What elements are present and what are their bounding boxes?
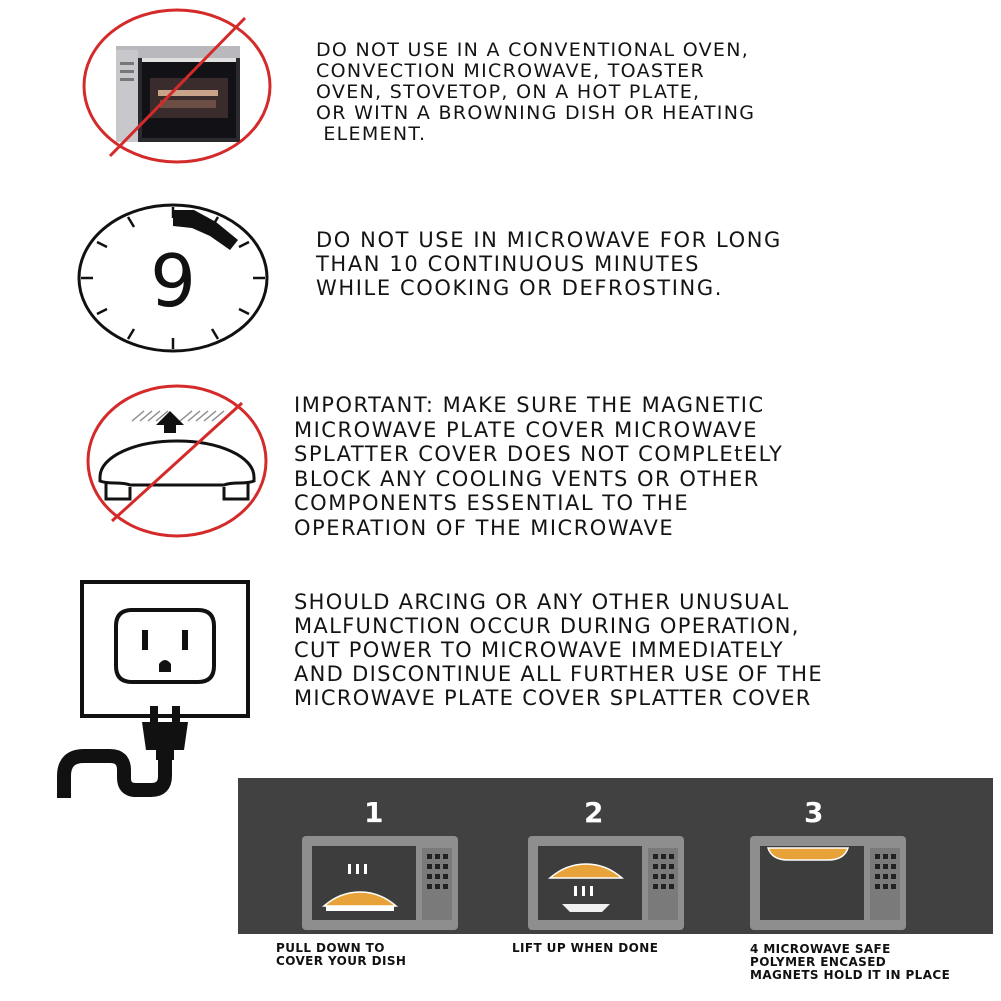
text-line: COMPONENTS ESSENTIAL TO THE xyxy=(294,491,690,515)
timer-clock-icon xyxy=(76,202,270,354)
step-number: 1 xyxy=(364,796,384,829)
text-line: MALFUNCTION OCCUR DURING OPERATION, xyxy=(294,614,800,638)
caption-line: 4 MICROWAVE SAFE xyxy=(750,942,891,956)
text-line: ELEMENT. xyxy=(316,123,427,145)
microwave-cover-stored-icon xyxy=(748,834,908,932)
warning-timer-text xyxy=(316,228,782,300)
text-line: AND DISCONTINUE ALL FURTHER USE OF THE xyxy=(294,662,823,686)
step-2-caption xyxy=(512,942,658,955)
text-line: OR WITN A BROWNING DISH OR HEATING xyxy=(316,102,756,124)
warning-oven-text xyxy=(316,40,755,145)
prohibited-covered-vent-icon xyxy=(84,381,270,541)
text-line: WHILE COOKING OR DEFROSTING. xyxy=(316,276,723,300)
power-outlet-plug-icon xyxy=(56,580,252,800)
microwave-cover-up-icon xyxy=(526,834,686,932)
text-line: SHOULD ARCING OR ANY OTHER UNUSUAL xyxy=(294,590,790,614)
text-line: DO NOT USE IN A CONVENTIONAL OVEN, xyxy=(316,39,750,61)
text-line: IMPORTANT: MAKE SURE THE MAGNETIC xyxy=(294,393,765,417)
prohibited-oven-icon xyxy=(80,6,275,174)
text-line: CUT POWER TO MICROWAVE IMMEDIATELY xyxy=(294,638,784,662)
warning-vents-text xyxy=(294,393,783,540)
caption-line: LIFT UP WHEN DONE xyxy=(512,941,659,955)
warning-timer-section xyxy=(0,190,1001,370)
text-line: SPLATTER COVER DOES NOT COMPLEtELY xyxy=(294,442,784,466)
text-line: OVEN, STOVETOP, ON A HOT PLATE, xyxy=(316,81,701,103)
step-3 xyxy=(748,796,908,932)
warning-power-text xyxy=(294,590,823,710)
text-line: BLOCK ANY COOLING VENTS OR OTHER xyxy=(294,466,760,491)
step-number: 2 xyxy=(584,796,604,829)
text-line: DO NOT USE IN MICROWAVE FOR LONG xyxy=(316,228,782,252)
text-line: MICROWAVE PLATE COVER SPLATTER COVER xyxy=(294,686,812,710)
text-line: CONVECTION MICROWAVE, TOASTER xyxy=(316,60,705,82)
warning-power-section xyxy=(0,570,1001,780)
text-line: OPERATION OF THE MICROWAVE xyxy=(294,515,675,540)
step-1-caption xyxy=(276,942,406,968)
warning-vents-section xyxy=(0,375,1001,555)
microwave-cover-down-icon xyxy=(300,834,460,932)
step-2 xyxy=(526,796,686,932)
step-3-caption xyxy=(750,943,950,982)
caption-line: POLYMER ENCASED xyxy=(750,955,887,969)
text-line: THAN 10 CONTINUOUS MINUTES xyxy=(316,252,701,276)
clock-digit: 9 xyxy=(150,239,196,323)
warning-oven-section xyxy=(0,0,1001,190)
usage-steps-panel xyxy=(238,778,993,934)
text-line: MICROWAVE PLATE COVER MICROWAVE xyxy=(294,417,758,442)
caption-line: PULL DOWN TO xyxy=(276,941,385,955)
step-number: 3 xyxy=(804,796,824,829)
caption-line: MAGNETS HOLD IT IN PLACE xyxy=(750,968,951,982)
caption-line: COVER YOUR DISH xyxy=(276,954,407,968)
step-1 xyxy=(300,796,460,932)
